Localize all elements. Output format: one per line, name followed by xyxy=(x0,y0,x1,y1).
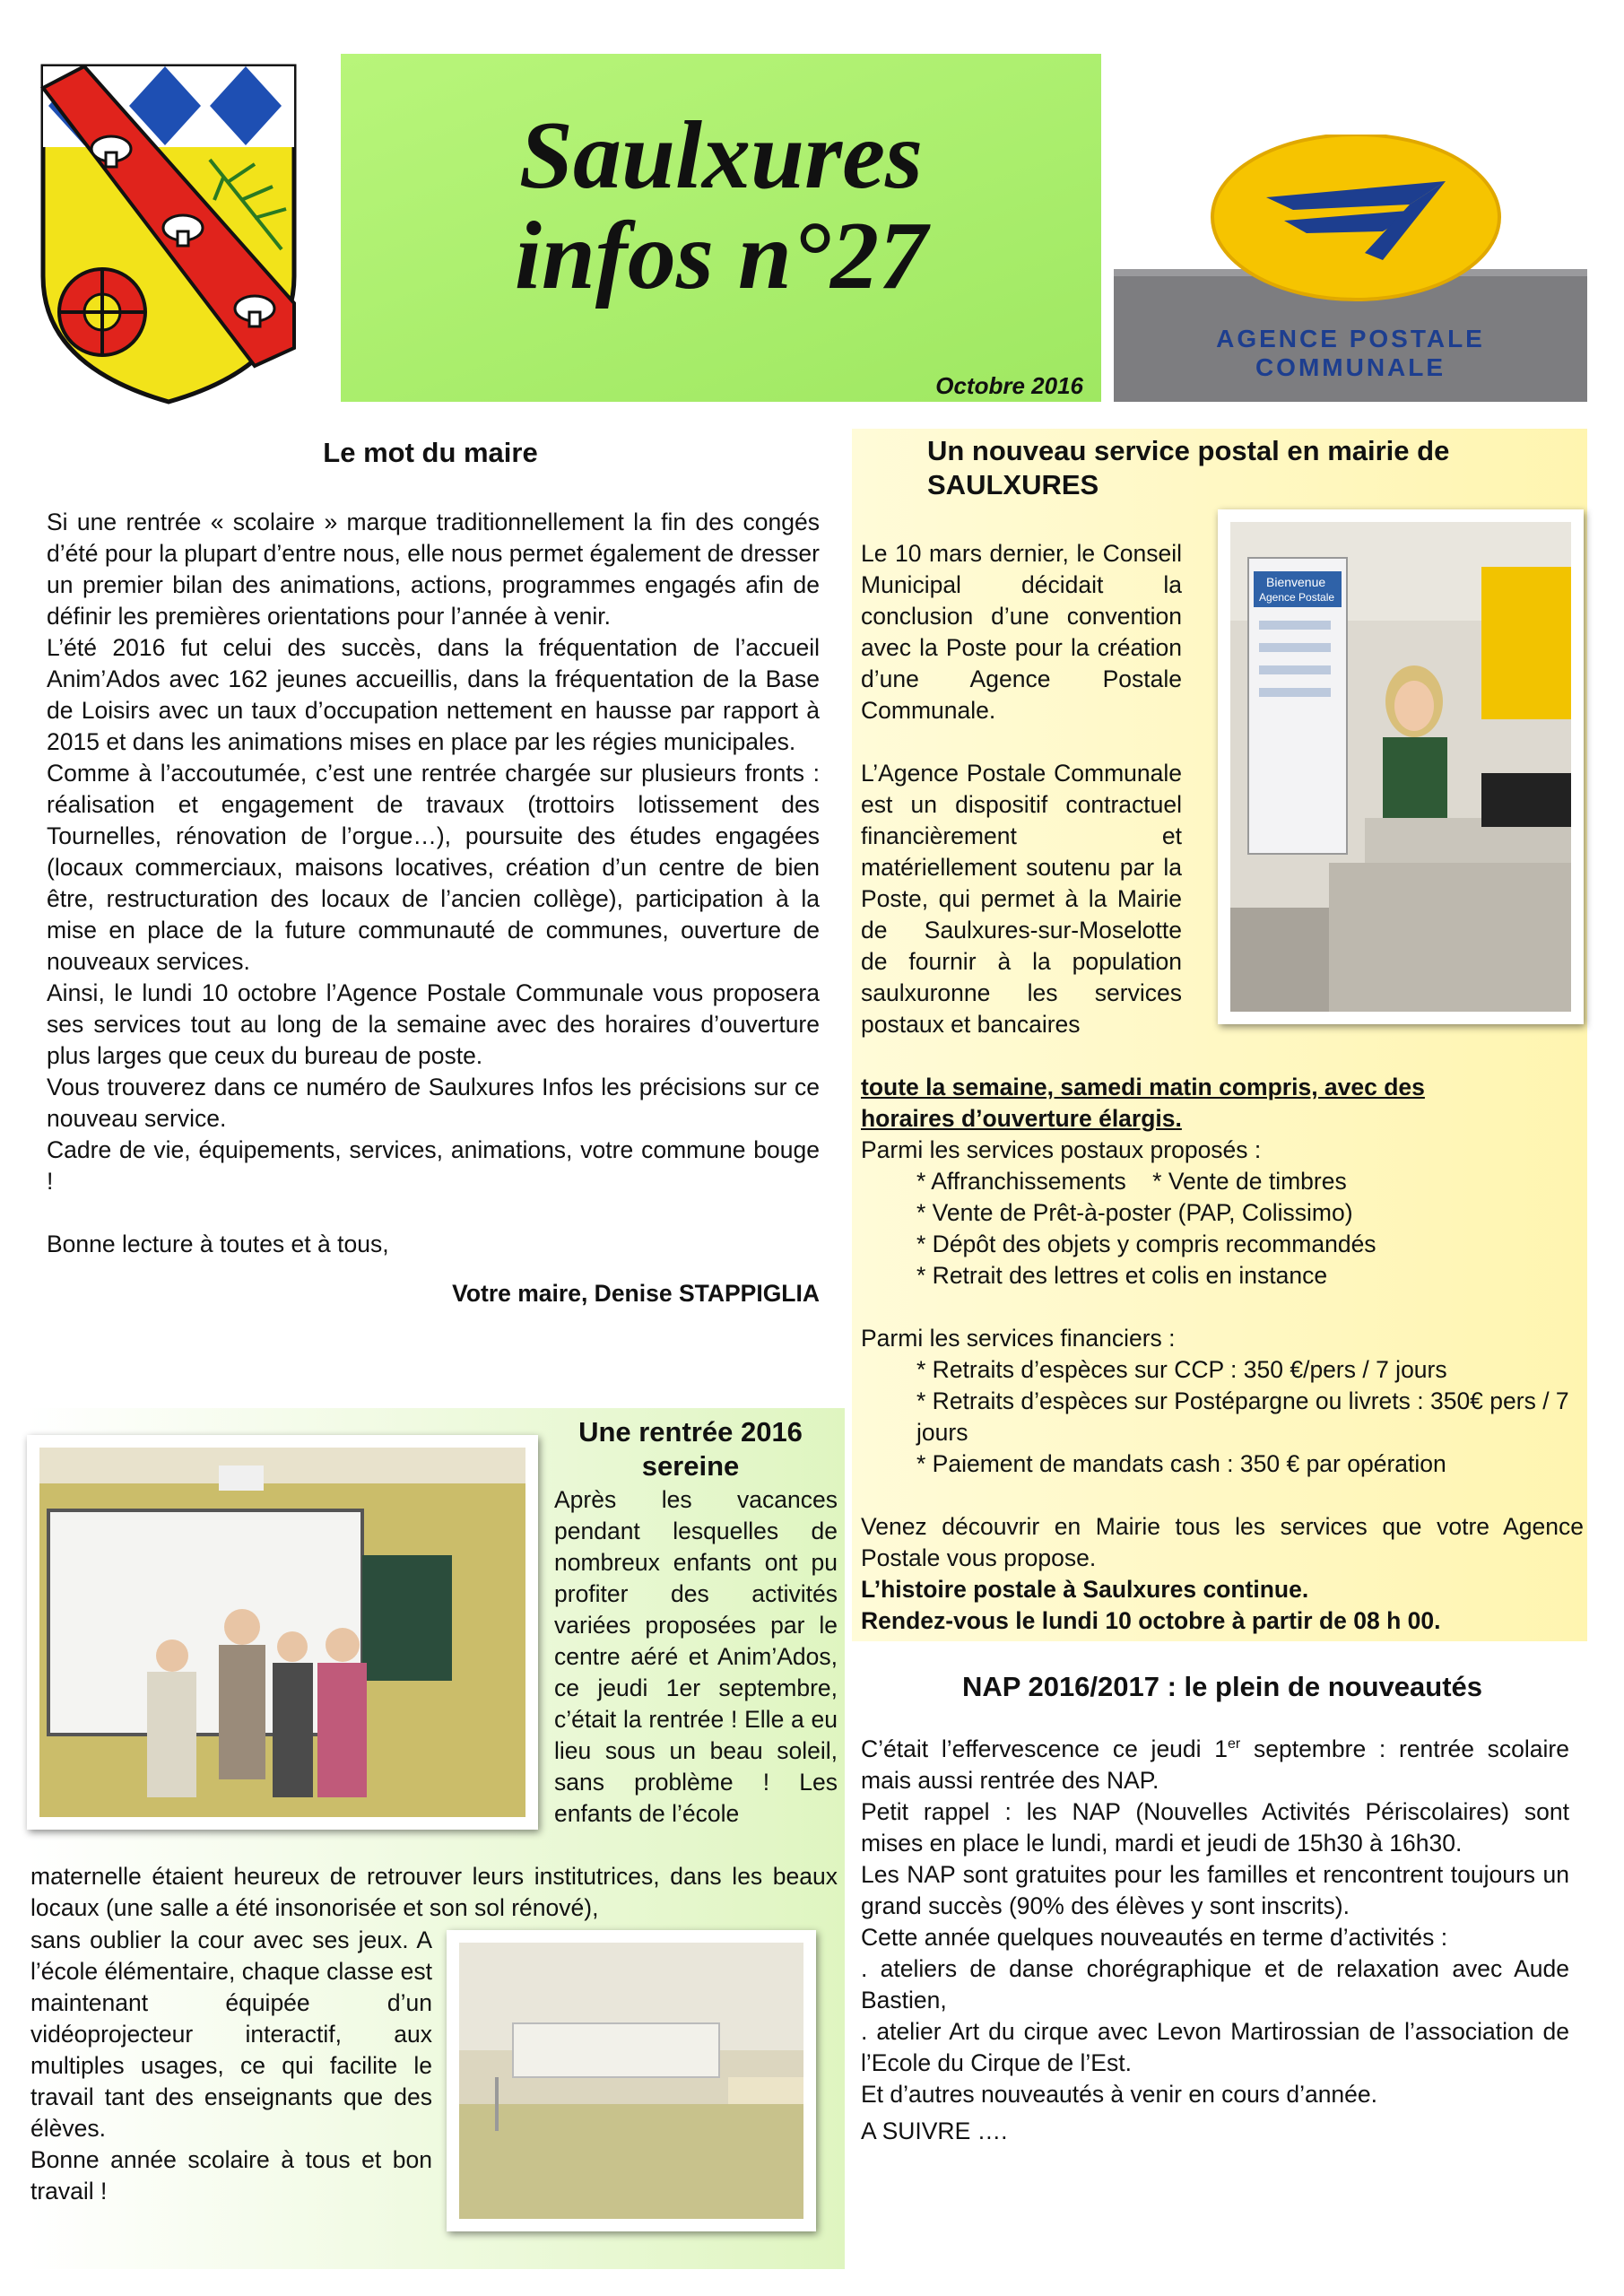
coat-of-arms-icon xyxy=(30,52,307,405)
financial-service-item: * Retraits d’espèces sur Postépargne ou livrets : 350€ pers / 7 jours xyxy=(916,1387,1569,1446)
photo-sign-line-1: Bienvenue xyxy=(1266,575,1326,589)
maire-paragraph-3: Comme à l’accoutumée, c’est une rentrée chargée sur plusieurs fronts : réalisation et engagement de travaux (trottoirs lotissement des Tournelles, rénovation de l’orgue…), poursuite des études engagées (locaux commerciaux, maisons locatives, création d’un centre de bien être, restructuration des locaux de l’ancien collège), participation à la mise en place de la future communauté de communes, ouverture de nouveaux services. xyxy=(47,760,820,975)
rentree-closing: Bonne année scolaire à tous et bon travail ! xyxy=(30,2146,432,2205)
postal-bold-line-1: L’histoire postale à Saulxures continue. xyxy=(861,1576,1309,1603)
rentree-heading-line-2: sereine xyxy=(641,1450,740,1482)
title-line-1: Saulxures xyxy=(518,102,924,209)
rentree-lower-paragraph: sans oublier la cour avec ses jeux. A l’école élémentaire, chaque classe est maintenant équipée d’un vidéoprojecteur interactif, aux multiples usages, ce qui facilite le travail tant des enseignants que des élèves. xyxy=(30,1926,432,2142)
maire-paragraph-5: Vous trouverez dans ce numéro de Saulxures Infos les précisions sur ce nouveau service. xyxy=(47,1074,820,1132)
rentree-heading xyxy=(538,1415,843,1483)
postal-logo-line-1: AGENCE POSTALE xyxy=(1216,325,1485,352)
maire-paragraph-1: Si une rentrée « scolaire » marque traditionnellement la fin des congés d’été pour la plupart d’entre nous, elle nous permet également de dresser un premier bilan des animations, actions, programmes engagés afin de définir les premières orientations pour l’année à venir. xyxy=(47,509,820,630)
rentree-side-paragraph: Après les vacances pendant lesquelles de nombreux enfants ont pu profiter des activités variées proposées par le centre aéré et Anim’Ados, ce jeudi 1er septembre, c’était la rentrée ! Elle a eu lieu sous un beau soleil, sans problème ! Les enfants de l’école xyxy=(554,1486,838,1827)
postal-emphasis: toute la semaine, samedi matin compris, avec des horaires d’ouverture élargis. xyxy=(861,1074,1425,1132)
financial-services-title: Parmi les services financiers : xyxy=(861,1325,1176,1352)
postal-service-item: * Affranchissements * Vente de timbres xyxy=(916,1168,1347,1195)
masthead-title-box xyxy=(341,54,1101,402)
nap-p1-before: C’était l’effervescence ce jeudi 1 xyxy=(861,1735,1229,1762)
financial-service-item: * Paiement de mandats cash : 350 € par opération xyxy=(916,1450,1446,1477)
maire-signature: Votre maire, Denise STAPPIGLIA xyxy=(452,1280,820,1307)
postal-body-top-2 xyxy=(861,758,1182,1040)
rentree-heading-line-1: Une rentrée 2016 xyxy=(578,1416,803,1448)
postal-logo-line-2: COMMUNALE xyxy=(1255,353,1446,381)
rentree-full-paragraph: maternelle étaient heureux de retrouver leurs institutrices, dans les beaux locaux (une salle a été insonorisée et son sol rénové), xyxy=(30,1863,838,1921)
mot-du-maire-heading: Le mot du maire xyxy=(323,437,538,468)
postal-heading-line-2: SAULXURES xyxy=(927,469,1099,500)
nap-p1-sup: er xyxy=(1228,1736,1241,1752)
maire-paragraph-6: Cadre de vie, équipements, services, animations, votre commune bouge ! xyxy=(47,1136,820,1195)
la-poste-logo xyxy=(1114,135,1587,402)
nap-p1-after: septembre : rentrée scolaire mais aussi rentrée des NAP. xyxy=(861,1735,1569,1794)
newsletter-title xyxy=(341,102,1101,309)
nap-paragraph-2: Petit rappel : les NAP (Nouvelles Activités Périscolaires) sont mises en place le lundi, mardi et jeudi de 15h30 à 16h30. xyxy=(861,1798,1569,1857)
postal-agency-photo xyxy=(1218,509,1584,1024)
classroom-photo xyxy=(27,1435,538,1830)
photo-sign-line-2: Agence Postale xyxy=(1259,591,1335,604)
postal-service-item: * Vente de Prêt-à-poster (PAP, Colissimo) xyxy=(916,1199,1353,1226)
nap-paragraph-7: Et d’autres nouveautés à venir en cours d’année. xyxy=(861,2081,1378,2108)
rentree-side-text xyxy=(554,1484,838,1830)
nap-paragraph-8: A SUIVRE …. xyxy=(861,2118,1008,2144)
nap-paragraph-1 xyxy=(861,1734,1569,1796)
postal-services-title: Parmi les services postaux proposés : xyxy=(861,1136,1262,1163)
issue-date: Octobre 2016 xyxy=(935,372,1083,399)
rentree-lower-text xyxy=(30,1925,432,2207)
title-line-2: infos n°27 xyxy=(514,203,928,309)
maire-paragraph-4: Ainsi, le lundi 10 octobre l’Agence Postale Communale vous proposera ses services tout au long de la semaine avec des horaires d’ouverture plus larges que ceux du bureau de poste. xyxy=(47,979,820,1069)
nap-paragraph-3: Les NAP sont gratuites pour les familles et rencontrent toujours un grand succès (90% des élèves y sont inscrits). xyxy=(861,1861,1569,1919)
maire-closing: Bonne lecture à toutes et à tous, xyxy=(47,1231,389,1257)
nap-body xyxy=(861,1734,1569,2147)
maire-paragraph-2: L’été 2016 fut celui des succès, dans la fréquentation de l’accueil Anim’Ados avec 162 jeunes accueillis, dans la fréquentation de la Base de Loisirs avec un taux d’occupation nettement en hausse par rapport à 2015 et dans les animations mises en place par les régies municipales. xyxy=(47,634,820,755)
financial-service-item: * Retraits d’espèces sur CCP : 350 €/pers / 7 jours xyxy=(916,1356,1447,1383)
postal-heading xyxy=(915,434,1578,502)
postal-body-top xyxy=(861,538,1182,726)
mot-du-maire-body xyxy=(47,507,820,1309)
postal-intro: Le 10 mars dernier, le Conseil Municipal décidait la conclusion d’une convention avec la Poste pour la création d’une Agence Postale Communale. xyxy=(861,540,1182,724)
postal-bold-line-2: Rendez-vous le lundi 10 octobre à partir de 08 h 00. xyxy=(861,1607,1441,1634)
postal-service-item: * Dépôt des objets y compris recommandés xyxy=(916,1231,1376,1257)
nap-paragraph-6: . atelier Art du cirque avec Levon Martirossian de l’association de l’Ecole du Cirque de l’Est. xyxy=(861,2018,1569,2076)
postal-service-item: * Retrait des lettres et colis en instance xyxy=(916,1262,1328,1289)
classroom-ceiling-photo xyxy=(447,1930,816,2231)
rentree-full-text xyxy=(30,1861,838,1924)
postal-para2-start: L’Agence Postale Communale est un dispositif contractuel financièrement et matériellement soutenu par la Poste, qui permet à la Mairie de Saulxures-sur-Moselotte de fournir à la population saulxuronne les services postaux et bancaires xyxy=(861,760,1182,1038)
postal-body-bottom xyxy=(861,1072,1584,1637)
nap-paragraph-4: Cette année quelques nouveautés en terme d’activités : xyxy=(861,1924,1448,1951)
postal-invite: Venez découvrir en Mairie tous les services que votre Agence Postale vous propose. xyxy=(861,1513,1584,1571)
nap-paragraph-5: . ateliers de danse chorégraphique et de relaxation avec Aude Bastien, xyxy=(861,1955,1569,2013)
postal-heading-line-1: Un nouveau service postal en mairie de xyxy=(927,435,1450,466)
nap-heading: NAP 2016/2017 : le plein de nouveautés xyxy=(961,1671,1483,1702)
